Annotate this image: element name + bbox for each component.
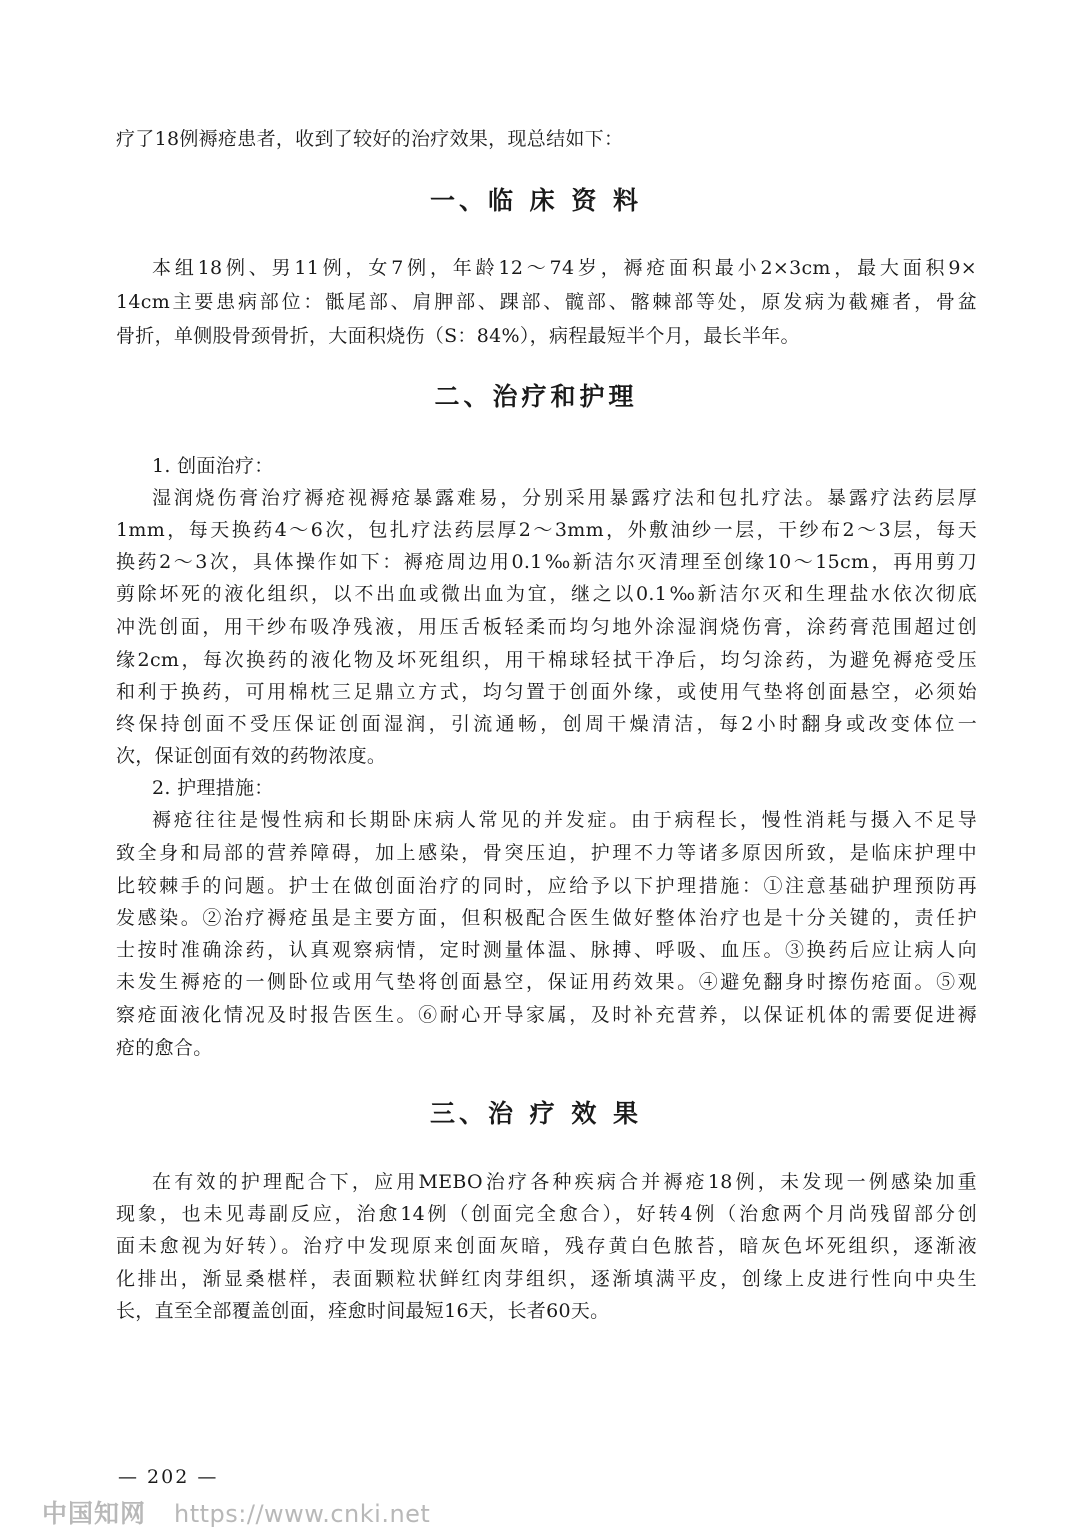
paragraph-line: 次，保证创面有效的药物浓度。: [116, 745, 387, 767]
paragraph-line: 湿润烧伤膏治疗褥疮视褥疮暴露难易，分别采用暴露疗法和包扎疗法。暴露疗法药层厚: [152, 487, 977, 509]
paragraph-line: 骨折，单侧股骨颈骨折，大面积烧伤（S：84%），病程最短半个月，最长半年。: [116, 325, 800, 347]
paragraph-line: 察疮面液化情况及时报告医生。⑥耐心开导家属，及时补充营养，以保证机体的需要促进褥: [116, 1004, 977, 1026]
paragraph-line: 比较棘手的问题。护士在做创面治疗的同时，应给予以下护理措施：①注意基础护理预防再: [116, 875, 977, 897]
paragraph-line: 14cm主要患病部位：骶尾部、肩胛部、踝部、髋部、髂棘部等处，原发病为截瘫者，骨盆: [116, 291, 977, 313]
subheading-nursing-measures: 2. 护理措施：: [152, 777, 274, 799]
cnki-watermark: [42, 1494, 430, 1530]
paragraph-line: 致全身和局部的营养障碍，加上感染，骨突压迫，护理不力等诸多原因所致，是临床护理中: [116, 842, 977, 864]
paragraph-line: 换药2～3次，具体操作如下：褥疮周边用0.1‰新洁尔灭清理至创缘10～15cm，再用剪刀: [116, 551, 977, 573]
paragraph-line: 长，直至全部覆盖创面，痊愈时间最短16天，长者60天。: [116, 1300, 610, 1322]
paragraph-line: 在有效的护理配合下，应用MEBO治疗各种疾病合并褥疮18例，未发现一例感染加重: [152, 1171, 977, 1193]
paragraph-line: 疮的愈合。: [116, 1037, 213, 1059]
section-heading-treatment-results: 三、治 疗 效 果: [429, 1099, 643, 1128]
page-number: — 202 —: [118, 1466, 219, 1488]
section-heading-treatment-nursing: 二、治疗和护理: [434, 382, 638, 411]
paragraph-line: 面未愈视为好转）。治疗中发现原来创面灰暗，残存黄白色脓苔，暗灰色坏死组织，逐渐液: [116, 1235, 977, 1257]
paragraph-line: 冲洗创面，用干纱布吸净残液，用压舌板轻柔而均匀地外涂湿润烧伤膏，涂药膏范围超过创: [116, 616, 977, 638]
cnki-url: https://www.cnki.net: [174, 1500, 431, 1528]
paragraph-line: 本组18例、男11例，女7例，年龄12～74岁，褥疮面积最小2×3cm，最大面积9×: [152, 257, 977, 279]
paragraph-line: 未发生褥疮的一侧卧位或用气垫将创面悬空，保证用药效果。④避免翻身时擦伤疮面。⑤观: [116, 971, 977, 993]
subheading-wound-treatment: 1. 创面治疗：: [152, 455, 274, 477]
paragraph-line: 士按时准确涂药，认真观察病情，定时测量体温、脉搏、呼吸、血压。③换药后应让病人向: [116, 939, 977, 961]
paragraph-line: 终保持创面不受压保证创面湿润，引流通畅，创周干燥清洁，每2小时翻身或改变体位一: [116, 713, 977, 735]
paragraph-line: 发感染。②治疗褥疮虽是主要方面，但积极配合医生做好整体治疗也是十分关键的，责任护: [116, 907, 977, 929]
paragraph-line: 和利于换药，可用棉枕三足鼎立方式，均匀置于创面外缘，或使用气垫将创面悬空，必须始: [116, 681, 977, 703]
cnki-logo: 中国知网: [42, 1499, 147, 1528]
intro-line: 疗了18例褥疮患者，收到了较好的治疗效果，现总结如下：: [116, 128, 624, 150]
paragraph-line: 褥疮往往是慢性病和长期卧床病人常见的并发症。由于病程长，慢性消耗与摄入不足导: [152, 809, 977, 831]
paragraph-line: 剪除坏死的液化组织，以不出血或微出血为宜，继之以0.1‰新洁尔灭和生理盐水依次彻底: [116, 583, 977, 605]
paragraph-line: 1mm，每天换药4～6次，包扎疗法药层厚2～3mm，外敷油纱一层，干纱布2～3层，每天: [116, 519, 977, 541]
paragraph-line: 缘2cm，每次换药的液化物及坏死组织，用干棉球轻拭干净后，均匀涂药，为避免褥疮受压: [116, 649, 977, 671]
section-heading-clinical-data: 一、临 床 资 料: [429, 186, 643, 215]
paragraph-line: 化排出，渐显桑椹样，表面颗粒状鲜红肉芽组织，逐渐填满平皮，创缘上皮进行性向中央生: [116, 1268, 977, 1290]
paragraph-line: 现象，也未见毒副反应，治愈14例（创面完全愈合），好转4例（治愈两个月尚残留部分创: [116, 1203, 977, 1225]
